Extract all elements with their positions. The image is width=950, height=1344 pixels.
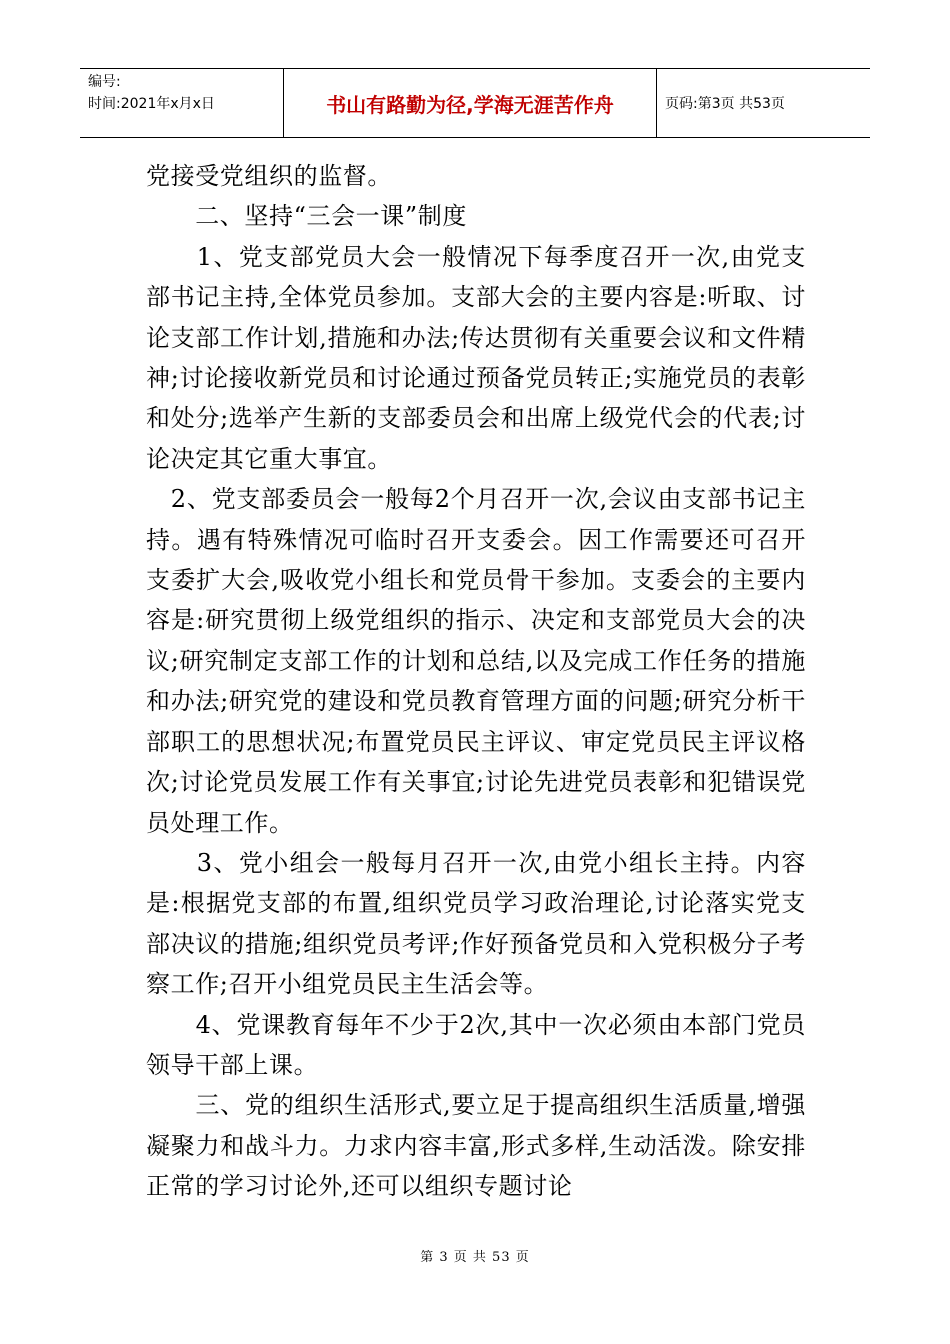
document-number-label: 编号: — [88, 74, 121, 90]
header-motto: 书山有路勤为径,学海无涯苦作舟 — [284, 69, 657, 137]
paragraph: 2、党支部委员会一般每2个月召开一次,会议由支部书记主持。遇有特殊情况可临时召开支委会。因工作需要还可召开支委扩大会,吸收党小组长和党员骨干参加。支委会的主要内容是:研究贯彻上级党组织的指示、决定和支部党员大会的决议;研究制定支部工作的计划和总结,以及完成工作任务的措施和办法;研究党的建设和党员教育管理方面的问题;研究分析干部职工的思想状况;布置党员民主评议、审定党员民主评议格次;讨论党员发展工作有关事宜;讨论先进党员表彰和犯错误党员处理工作。 — [146, 485, 806, 837]
header-page-info: 页码:第3页 共53页 — [665, 96, 785, 112]
paragraph: 三、党的组织生活形式,要立足于提高组织生活质量,增强凝聚力和战斗力。力求内容丰富,形式多样,生动活泼。除安排正常的学习讨论外,还可以组织专题讨论 — [146, 1091, 806, 1201]
paragraph: 4、党课教育每年不少于2次,其中一次必须由本部门党员领导干部上课。 — [146, 1010, 806, 1079]
paragraph: 3、党小组会一般每月召开一次,由党小组长主持。内容是:根据党支部的布置,组织党员学习政治理论,讨论落实党支部决议的措施;组织党员考评;作好预备党员和入党积极分子考察工作;召开小组党员民主生活会等。 — [146, 848, 806, 999]
header-meta — [80, 69, 284, 137]
paragraph: 党接受党组织的监督。 — [146, 162, 392, 190]
paragraph: 1、党支部党员大会一般情况下每季度召开一次,由党支部书记主持,全体党员参加。支部大会的主要内容是:听取、讨论支部工作计划,措施和办法;传达贯彻有关重要会议和文件精神;讨论接收新党员和讨论通过预备党员转正;实施党员的表彰和处分;选举产生新的支部委员会和出席上级党代会的代表;讨论决定其它重大事宜。 — [146, 242, 806, 473]
document-time-label: 时间:2021年x月x日 — [88, 96, 215, 112]
section-heading: 二、坚持“三会一课”制度 — [146, 202, 467, 231]
page-footer: 第 3 页 共 53 页 — [420, 1250, 530, 1265]
document-body — [146, 156, 806, 1207]
page-header — [80, 68, 870, 138]
